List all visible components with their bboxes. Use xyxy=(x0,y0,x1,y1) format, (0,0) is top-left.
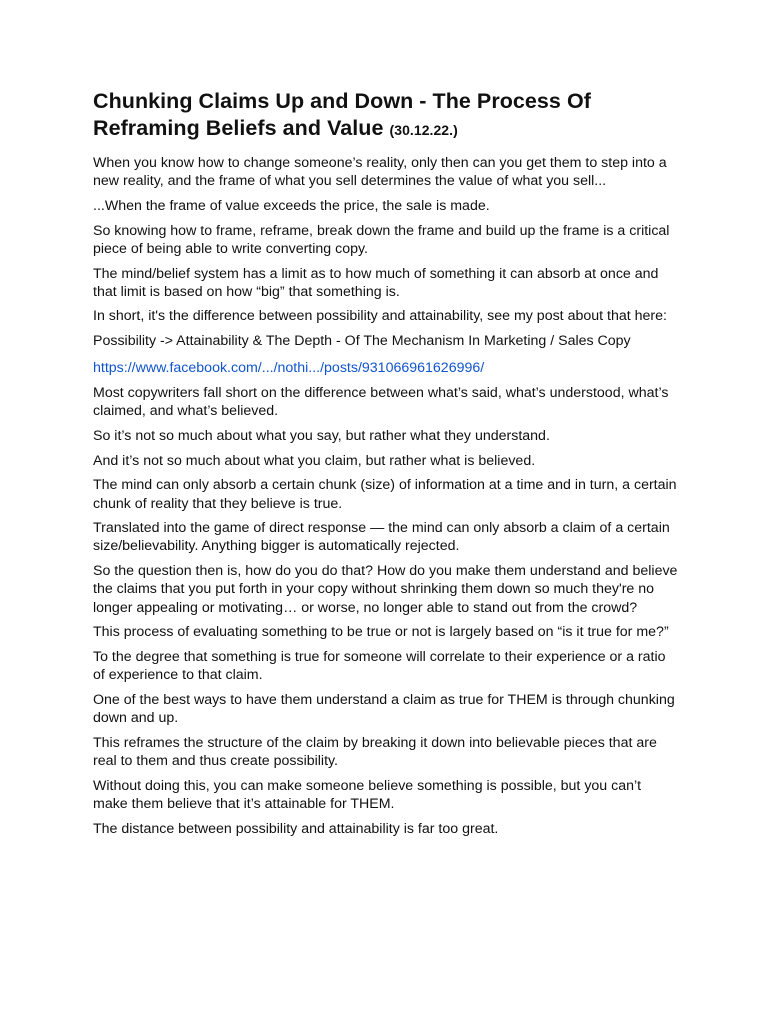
post-link[interactable]: https://www.facebook.com/.../nothi.../posts/931066961626996/ xyxy=(93,360,485,377)
paragraph-12: Translated into the game of direct response — the mind can only absorb a claim of a certain size/believability. Anything bigger is automatically rejected. xyxy=(93,520,670,555)
paragraph-5: In short, it's the difference between possibility and attainability, see my post about that here: xyxy=(93,308,667,325)
paragraph-17: This reframes the structure of the claim by breaking it down into believable pieces that are real to them and thus create possibility. xyxy=(93,734,657,769)
paragraph-1: When you know how to change someone’s reality, only then can you get them to step into a new reality, and the frame of what you sell determines the value of what you sell... xyxy=(93,155,667,190)
paragraph-8: Most copywriters fall short on the difference between what’s said, what’s understood, what’s claimed, and what’s believed. xyxy=(93,385,669,420)
paragraph-4: The mind/belief system has a limit as to how much of something it can absorb at once and that limit is based on how “big” that something is. xyxy=(93,265,659,300)
paragraph-18: Without doing this, you can make someone believe something is possible, but you can’t make them believe that it’s attainable for THEM. xyxy=(93,777,642,812)
title-date: (30.12.22.) xyxy=(389,122,458,138)
paragraph-15: To the degree that something is true for someone will correlate to their experience or a ratio of experience to that claim. xyxy=(93,648,666,684)
paragraph-11: The mind can only absorb a certain chunk (size) of information at a time and in turn, a certain chunk of reality that they believe is true. xyxy=(93,477,677,512)
paragraph-13: So the question then is, how do you do that? How do you make them understand and believe the claims that you put forth in your copy without shrinking them down so much they're no longer appealing or motivating… or worse, no longer able to stand out from the crowd? xyxy=(93,563,678,616)
document-title xyxy=(93,88,678,144)
paragraph-9: So it’s not so much about what you say, but rather what they understand. xyxy=(93,427,550,444)
title-text: Chunking Claims Up and Down - The Process Of Reframing Beliefs and Value xyxy=(93,89,591,140)
paragraph-3: So knowing how to frame, reframe, break down the frame and build up the frame is a critical piece of being able to write converting copy. xyxy=(93,222,670,257)
paragraph-2: ...When the frame of value exceeds the price, the sale is made. xyxy=(93,197,490,214)
paragraph-14: This process of evaluating something to be true or not is largely based on “is it true for me?” xyxy=(93,624,669,641)
paragraph-19: The distance between possibility and attainability is far too great. xyxy=(93,820,499,837)
paragraph-10: And it’s not so much about what you claim, but rather what is believed. xyxy=(93,452,536,469)
paragraph-6: Possibility -> Attainability & The Depth - Of The Mechanism In Marketing / Sales Copy xyxy=(93,333,631,350)
paragraph-16: One of the best ways to have them understand a claim as true for THEM is through chunking down and up. xyxy=(93,691,675,727)
